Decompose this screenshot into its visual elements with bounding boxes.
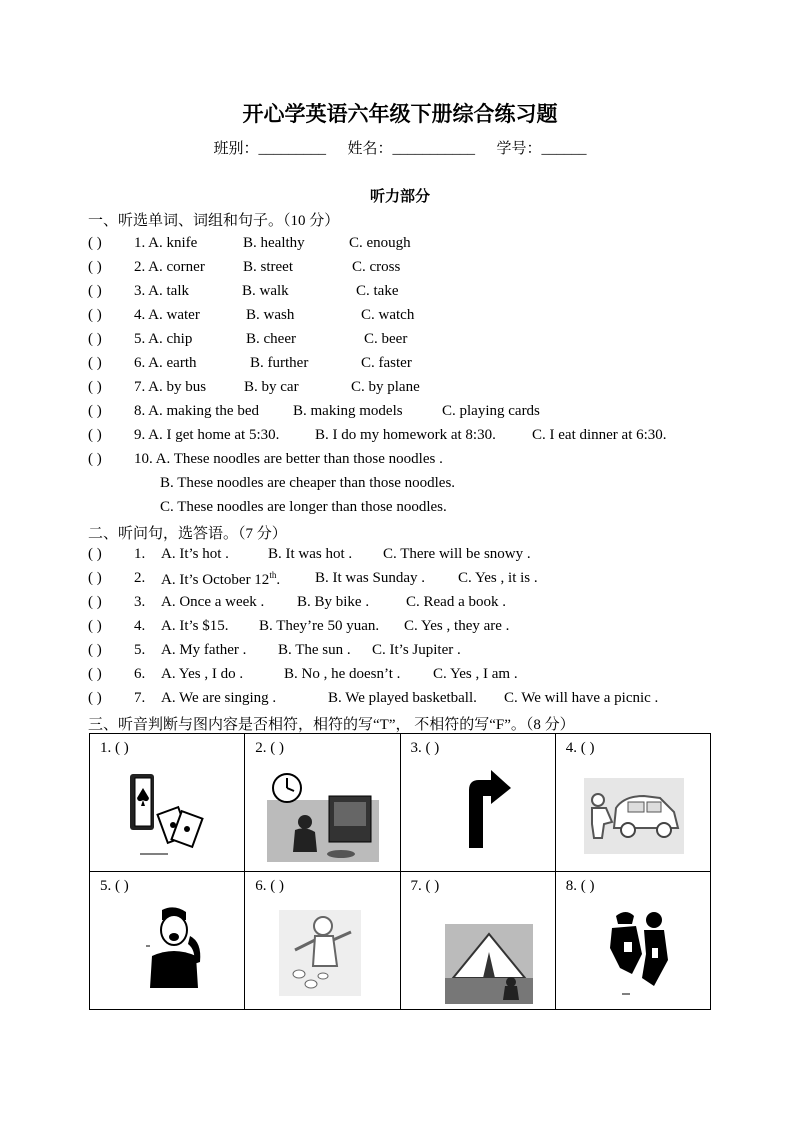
name-blank: ___________ bbox=[392, 141, 475, 157]
cell-label: 6. ( ) bbox=[255, 878, 284, 894]
picture-cell-4 bbox=[555, 734, 710, 872]
man-cheering-icon bbox=[142, 906, 206, 992]
option-c: C. Yes , it is . bbox=[458, 570, 538, 586]
answer-paren: ( ) bbox=[88, 331, 102, 347]
picture-cell-1 bbox=[90, 734, 245, 872]
s2-question-2 bbox=[88, 570, 728, 590]
s2-question-7 bbox=[88, 690, 728, 710]
option-c: C. Read a book . bbox=[406, 594, 506, 610]
question-number: 2. bbox=[134, 570, 146, 586]
option-b: B. making models bbox=[293, 403, 403, 419]
name-label: 姓名： bbox=[347, 141, 393, 157]
answer-paren: ( ) bbox=[88, 427, 102, 443]
answer-paren: ( ) bbox=[88, 307, 102, 323]
answer-paren: ( ) bbox=[88, 283, 102, 299]
answer-paren: ( ) bbox=[88, 690, 102, 706]
picture-cell-5 bbox=[90, 872, 245, 1010]
boy-washing-car-icon bbox=[584, 778, 684, 854]
option-c: C. cross bbox=[352, 259, 401, 275]
answer-paren: ( ) bbox=[88, 235, 102, 251]
answer-paren: ( ) bbox=[88, 570, 102, 586]
option-a: A. Yes , I do . bbox=[161, 666, 244, 682]
answer-paren: ( ) bbox=[88, 403, 102, 419]
s1-question-1 bbox=[88, 235, 728, 255]
option-c: C. faster bbox=[361, 355, 412, 371]
option-c: C. I eat dinner at 6:30. bbox=[532, 427, 667, 443]
question-number: 6. bbox=[134, 666, 146, 682]
class-blank: _________ bbox=[258, 141, 326, 157]
girl-dropping-eggs-icon bbox=[279, 910, 361, 996]
option-b: B. I do my homework at 8:30. bbox=[315, 427, 496, 443]
option-a: 1. A. knife bbox=[134, 235, 198, 251]
picture-cell-2 bbox=[245, 734, 400, 872]
option-c: C. by plane bbox=[351, 379, 420, 395]
option-a: A. Once a week . bbox=[161, 594, 265, 610]
option-b: B. It was Sunday . bbox=[315, 570, 425, 586]
option-a: A. It’s $15. bbox=[161, 618, 229, 634]
option-a: A. My father . bbox=[161, 642, 247, 658]
question-number: 5. bbox=[134, 642, 146, 658]
option-a: 7. A. by bus bbox=[134, 379, 207, 395]
s1-question-10-option-c: C. These noodles are longer than those noodles. bbox=[160, 499, 447, 515]
question-number: 4. bbox=[134, 618, 146, 634]
s1-question-5 bbox=[88, 331, 728, 351]
option-a: 10. A. These noodles are better than those noodles . bbox=[134, 451, 443, 467]
s1-question-7 bbox=[88, 379, 728, 399]
option-c: C. Yes , they are . bbox=[404, 618, 510, 634]
option-c: C. We will have a picnic . bbox=[504, 690, 659, 706]
option-b: B. by car bbox=[244, 379, 299, 395]
s1-question-8 bbox=[88, 403, 728, 423]
option-c: C. beer bbox=[364, 331, 408, 347]
playing-cards-icon bbox=[126, 770, 206, 860]
answer-paren: ( ) bbox=[88, 451, 102, 467]
boy-watching-tv-icon bbox=[267, 770, 379, 862]
answer-paren: ( ) bbox=[88, 546, 102, 562]
picture-cell-7 bbox=[400, 872, 555, 1010]
option-c: C. take bbox=[356, 283, 399, 299]
option-b: B. We played basketball. bbox=[328, 690, 477, 706]
answer-paren: ( ) bbox=[88, 379, 102, 395]
children-playing-icon bbox=[602, 908, 678, 998]
class-label: 班别： bbox=[213, 141, 259, 157]
answer-paren: ( ) bbox=[88, 666, 102, 682]
number-blank: ______ bbox=[541, 141, 587, 157]
option-a: 2. A. corner bbox=[134, 259, 205, 275]
cell-label: 2. ( ) bbox=[255, 740, 284, 756]
option-c: C. enough bbox=[349, 235, 411, 251]
answer-paren: ( ) bbox=[88, 594, 102, 610]
s1-question-6 bbox=[88, 355, 728, 375]
s1-question-2 bbox=[88, 259, 728, 279]
option-c: C. playing cards bbox=[442, 403, 540, 419]
s1-question-9 bbox=[88, 427, 728, 447]
option-a: A. It’s hot . bbox=[161, 546, 229, 562]
option-b: B. It was hot . bbox=[268, 546, 353, 562]
option-b: B. wash bbox=[246, 307, 295, 323]
s1-question-10 bbox=[88, 451, 728, 471]
answer-paren: ( ) bbox=[88, 642, 102, 658]
s2-question-6 bbox=[88, 666, 728, 686]
option-b: B. No , he doesn’t . bbox=[284, 666, 401, 682]
picture-cell-8 bbox=[555, 872, 710, 1010]
option-a: 3. A. talk bbox=[134, 283, 189, 299]
option-a: 6. A. earth bbox=[134, 355, 197, 371]
option-b: B. walk bbox=[242, 283, 289, 299]
picture-judgement-grid bbox=[89, 733, 711, 1010]
option-a: 4. A. water bbox=[134, 307, 200, 323]
option-a: 8. A. making the bed bbox=[134, 403, 259, 419]
turn-right-arrow-icon bbox=[455, 770, 515, 850]
option-a: 9. A. I get home at 5:30. bbox=[134, 427, 280, 443]
listening-subtitle: 听力部分 bbox=[369, 189, 430, 205]
cell-label: 5. ( ) bbox=[100, 878, 129, 894]
s2-question-5 bbox=[88, 642, 728, 662]
section3-heading: 三、听音判断与图内容是否相符，相符的写“T”， 不相符的写“F”。（8 分） bbox=[88, 717, 575, 733]
option-b: B. By bike . bbox=[297, 594, 370, 610]
answer-paren: ( ) bbox=[88, 618, 102, 634]
option-c: C. It’s Jupiter . bbox=[372, 642, 461, 658]
s2-question-3 bbox=[88, 594, 728, 614]
question-number: 3. bbox=[134, 594, 146, 610]
option-b: B. further bbox=[250, 355, 309, 371]
answer-paren: ( ) bbox=[88, 355, 102, 371]
camping-tent-icon bbox=[445, 924, 533, 1004]
cell-label: 8. ( ) bbox=[565, 878, 595, 894]
cell-label: 7. ( ) bbox=[410, 878, 440, 894]
question-number: 1. bbox=[134, 546, 146, 562]
s1-question-4 bbox=[88, 307, 728, 327]
option-b: B. healthy bbox=[243, 235, 305, 251]
option-b: B. cheer bbox=[246, 331, 296, 347]
question-number: 7. bbox=[134, 690, 146, 706]
option-b: B. street bbox=[243, 259, 293, 275]
number-label: 学号： bbox=[496, 141, 542, 157]
option-c: C. watch bbox=[361, 307, 415, 323]
s1-question-10-option-b: B. These noodles are cheaper than those noodles. bbox=[160, 475, 456, 491]
page-title: 开心学英语六年级下册综合练习题 bbox=[242, 102, 558, 126]
cell-label: 1. ( ) bbox=[100, 740, 129, 756]
section1-heading: 一、听选单词、词组和句子。（10 分） bbox=[88, 213, 340, 229]
section2-heading: 二、听问句，选答语。（7 分） bbox=[88, 526, 287, 542]
s2-question-4 bbox=[88, 618, 728, 638]
answer-paren: ( ) bbox=[88, 259, 102, 275]
option-a: A. It’s October 12th. bbox=[161, 570, 281, 588]
cell-label: 3. ( ) bbox=[410, 740, 440, 756]
picture-cell-6 bbox=[245, 872, 400, 1010]
picture-cell-3 bbox=[400, 734, 555, 872]
student-info-line bbox=[0, 137, 800, 158]
option-a: A. We are singing . bbox=[161, 690, 277, 706]
option-b: B. They’re 50 yuan. bbox=[259, 618, 380, 634]
s2-question-1 bbox=[88, 546, 728, 566]
option-c: C. There will be snowy . bbox=[383, 546, 531, 562]
s1-question-3 bbox=[88, 283, 728, 303]
option-a: 5. A. chip bbox=[134, 331, 193, 347]
option-c: C. Yes , I am . bbox=[433, 666, 518, 682]
option-b: B. The sun . bbox=[278, 642, 351, 658]
cell-label: 4. ( ) bbox=[565, 740, 595, 756]
